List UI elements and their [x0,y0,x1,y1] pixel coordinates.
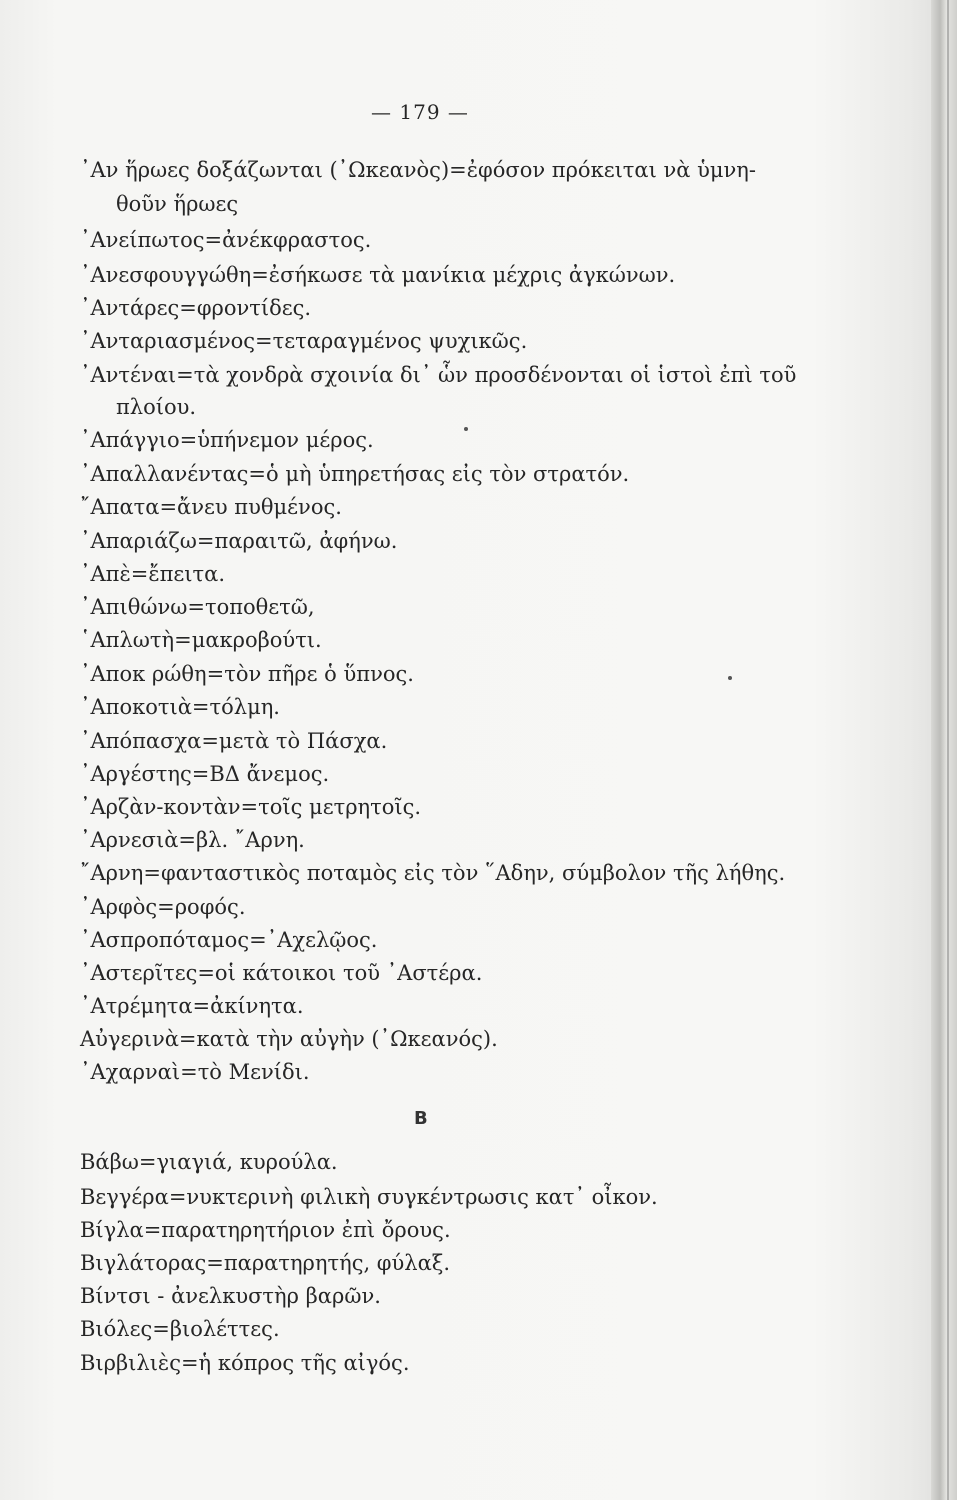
glossary-entry: ᾿Απὲ=ἔπειτα. [80,562,225,586]
glossary-entry: Βίντσι - ἀνελκυστὴρ βαρῶν. [80,1284,381,1308]
glossary-entry: ᾿Αντέναι=τὰ χονδρὰ σχοινία δι᾿ ὧν προσδένονται οἱ ἱστοὶ ἐπὶ τοῦ [80,363,797,387]
glossary-entry-continuation: θοῦν ἥρωες [116,192,239,216]
glossary-entry: Βιόλες=βιολέττες. [80,1317,280,1341]
glossary-entry: ᾿Αρζὰν-κοντὰν=τοῖς μετρητοῖς. [80,795,422,819]
glossary-entry: ῎Αρνη=φανταστικὸς ποταμὸς εἰς τὸν ῞Αδην, σύμβολον τῆς λήθης. [80,861,786,885]
glossary-entry: Βιρβιλιὲς=ἡ κόπρος τῆς αἰγός. [80,1351,410,1375]
glossary-entry: ᾿Ανεσφουγγώθη=ἐσήκωσε τὰ μανίκια μέχρις ἀγκώνων. [80,263,676,287]
glossary-entry: ᾿Ασπροπόταμος=᾿Αχελῷος. [80,928,378,952]
glossary-entry: ᾿Αποκ ρώθη=τὸν πῆρε ὁ ὕπνος. [80,662,414,686]
glossary-entry: ᾿Αν ἥρωες δοξάζωνται (᾿Ωκεανὸς)=ἐφόσον πρόκειται νὰ ὑμνη- [80,158,756,182]
glossary-entry: ᾿Αποκοτιὰ=τόλμη. [80,695,280,719]
print-speck [728,676,732,680]
glossary-entry: ᾿Απόπασχα=μετὰ τὸ Πάσχα. [80,729,388,753]
glossary-entry: ᾿Απιθώνω=τοποθετῶ, [80,595,315,619]
glossary-entry: Βίγλα=παρατηρητήριον ἐπὶ ὄρους. [80,1218,451,1242]
glossary-entry: ᾿Αστερῖτες=οἱ κάτοικοι τοῦ ᾿Αστέρα. [80,961,483,985]
glossary-entry: ᾿Αντάρες=φροντίδες. [80,296,312,320]
page-binding-edge [931,0,957,1500]
glossary-entry: ᾿Ανταριασμένος=τεταραγμένος ψυχικῶς. [80,329,528,353]
glossary-entry: ᾿Αρφὸς=ροφός. [80,895,246,919]
glossary-entry: ῎Απατα=ἄνευ πυθμένος. [80,495,342,519]
glossary-entry-continuation: πλοίου. [116,395,197,419]
page-edge-line [947,0,949,1500]
glossary-entry: ᾿Αρνεσιὰ=βλ. ῎Αρνη. [80,828,305,852]
glossary-entry: Βεγγέρα=νυκτερινὴ φιλικὴ συγκέντρωσις κατ᾿ οἶκον. [80,1185,658,1209]
glossary-entry: Αὐγερινὰ=κατὰ τὴν αὐγὴν (᾿Ωκεανός). [80,1027,498,1051]
page-number: — 179 — [371,100,469,124]
glossary-entry: ᾿Αργέστης=ΒΔ ἄνεμος. [80,762,330,786]
glossary-entry: Βάβω=γιαγιά, κυρούλα. [80,1150,338,1174]
glossary-entry: ᾿Απαριάζω=παραιτῶ, ἀφήνω. [80,529,398,553]
glossary-entry: Βιγλάτορας=παρατηρητής, φύλαξ. [80,1251,451,1275]
glossary-entry: ᾿Αχαρναὶ=τὸ Μενίδι. [80,1060,310,1084]
glossary-entry: ᾿Απάγγιο=ὑπήνεμον μέρος. [80,428,374,452]
section-heading-b: Β [414,1108,428,1129]
print-speck [464,427,468,431]
glossary-entry: ᾿Απαλλανέντας=ὁ μὴ ὑπηρετήσας εἰς τὸν στρατόν. [80,462,630,486]
glossary-entry: ᾿Ανείπωτος=ἀνέκφραστος. [80,228,372,252]
glossary-entry: ῾Απλωτὴ=μακροβούτι. [80,628,322,652]
glossary-entry: ᾿Ατρέμητα=ἀκίνητα. [80,994,304,1018]
